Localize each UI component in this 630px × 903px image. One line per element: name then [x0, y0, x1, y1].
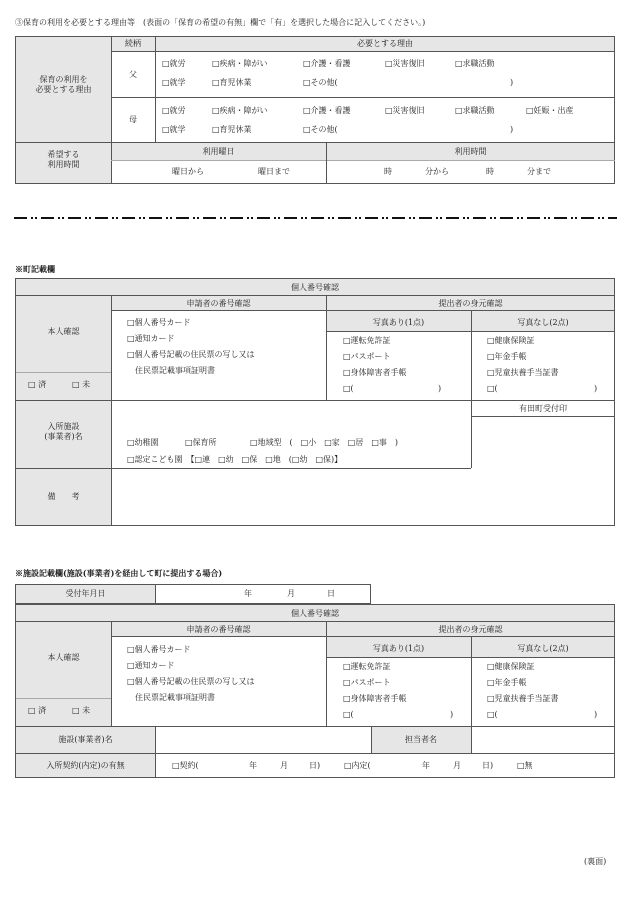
town-regional[interactable]: □地域型 ( □小 □家 □居 □事 )	[250, 438, 399, 447]
informal-year: 年	[422, 761, 430, 770]
contract-label: 入所契約(内定)の有無	[46, 761, 125, 770]
town-kindergarten[interactable]: □幼稚園	[127, 438, 159, 447]
town-submitter-header: 提出者の身元確認	[438, 299, 503, 308]
facility-name-label: 施設(事業者)名	[58, 735, 113, 744]
contract-day: 日)	[309, 761, 321, 770]
received-year: 年	[244, 589, 252, 598]
informal-month: 月	[453, 761, 461, 770]
facility-applicant-item[interactable]: □個人番号記載の住民票の写し又は	[127, 677, 255, 686]
town-photo-yes-close: )	[438, 384, 442, 393]
father-jobseeking[interactable]: □求職活動	[455, 59, 495, 68]
town-remarks-label: 備 考	[47, 492, 80, 501]
town-facility-label: 入所施設 (事業者)名	[44, 422, 83, 441]
town-photo-yes: 写真あり(1点)	[372, 318, 425, 327]
father-disaster[interactable]: □災害復旧	[385, 59, 425, 68]
town-mynumber-header: 個人番号確認	[291, 283, 339, 292]
facility-photo-no-item[interactable]: □年金手帳	[487, 678, 527, 687]
town-identity-label: 本人確認	[47, 327, 80, 336]
received-month: 月	[287, 589, 295, 598]
town-photo-no-item[interactable]: □児童扶養手当証書	[487, 368, 559, 377]
hours-label: 希望する 利用時間	[47, 150, 80, 169]
father-employment[interactable]: □就労	[162, 59, 186, 68]
contract-year: 年	[249, 761, 257, 770]
mother-study[interactable]: □就学	[162, 125, 186, 134]
town-photo-no-item[interactable]: □健康保険証	[487, 336, 535, 345]
town-photo-yes-item[interactable]: □運転免許証	[343, 336, 391, 345]
days-to: 曜日まで	[258, 167, 290, 176]
town-check-not[interactable]: □ 未	[72, 380, 91, 389]
mother-disaster[interactable]: □災害復旧	[385, 106, 425, 115]
informal-option[interactable]: □内定(	[344, 761, 371, 770]
facility-photo-yes-item[interactable]: □運転免許証	[343, 662, 391, 671]
time-min-to: 分まで	[527, 167, 551, 176]
town-applicant-item[interactable]: □個人番号カード	[127, 318, 191, 327]
facility-submitter-header: 提出者の身元確認	[438, 625, 503, 634]
mother-label: 母	[129, 115, 137, 124]
time-hour-from: 時	[384, 167, 392, 176]
relation-header: 続柄	[125, 39, 141, 48]
father-label: 父	[129, 70, 137, 79]
town-applicant-item[interactable]: □個人番号記載の住民票の写し又は	[127, 350, 255, 359]
facility-heading: ※施設記載欄(施設(事業者)を経由して町に提出する場合)	[15, 568, 223, 578]
father-care[interactable]: □介護・看護	[303, 59, 351, 68]
reason-header: 必要とする理由	[357, 39, 413, 48]
contract-option[interactable]: □契約(	[172, 761, 199, 770]
facility-applicant-item[interactable]: □通知カード	[127, 661, 175, 670]
mother-other-close: )	[510, 125, 514, 134]
town-photo-yes-item[interactable]: □パスポート	[343, 352, 391, 361]
town-certified[interactable]: □認定こども園 【□連 □幼 □保 □地 (□幼 □保)】	[127, 455, 343, 464]
cut-line	[14, 217, 617, 219]
town-nursery[interactable]: □保育所	[185, 438, 217, 447]
facility-photo-no-item[interactable]: □健康保険証	[487, 662, 535, 671]
time-min-from: 分から	[425, 167, 449, 176]
town-photo-no-item[interactable]: □(	[487, 384, 498, 393]
mother-pregnancy[interactable]: □妊娠・出産	[526, 106, 574, 115]
father-illness[interactable]: □疾病・障がい	[212, 59, 268, 68]
facility-mynumber-header: 個人番号確認	[291, 609, 339, 618]
father-other-close: )	[510, 78, 514, 87]
facility-applicant-item: 住民票記載事項証明書	[127, 693, 215, 702]
facility-photo-yes-close: )	[450, 710, 454, 719]
father-other[interactable]: □その他(	[303, 78, 338, 87]
reason-row-label: 保育の利用を 必要とする理由	[35, 75, 92, 94]
town-applicant-item[interactable]: □通知カード	[127, 334, 175, 343]
town-photo-no-close: )	[594, 384, 598, 393]
town-photo-no-item[interactable]: □年金手帳	[487, 352, 527, 361]
mother-employment[interactable]: □就労	[162, 106, 186, 115]
facility-photo-no-item[interactable]: □(	[487, 710, 498, 719]
time-header: 利用時間	[454, 147, 487, 156]
town-heading: ※町記載欄	[15, 264, 55, 274]
facility-identity-label: 本人確認	[47, 653, 80, 662]
mother-illness[interactable]: □疾病・障がい	[212, 106, 268, 115]
facility-photo-no: 写真なし(2点)	[517, 644, 569, 653]
page-side-label: (裏面)	[584, 857, 607, 866]
person-in-charge-label: 担当者名	[405, 735, 437, 744]
town-applicant-item: 住民票記載事項証明書	[127, 366, 215, 375]
town-photo-yes-item[interactable]: □(	[343, 384, 354, 393]
facility-photo-yes: 写真あり(1点)	[372, 644, 425, 653]
town-check-done[interactable]: □ 済	[28, 380, 47, 389]
section3-heading: ③保育の利用を必要とする理由等 (表面の「保育の希望の有無」欄で「有」を選択した場合に記入してください。)	[15, 18, 426, 27]
days-header: 利用曜日	[202, 147, 235, 156]
facility-applicant-header: 申請者の番号確認	[186, 625, 251, 634]
mother-childcare-leave[interactable]: □育児休業	[212, 125, 252, 134]
mother-other[interactable]: □その他(	[303, 125, 338, 134]
time-hour-to: 時	[486, 167, 494, 176]
received-day: 日	[327, 589, 335, 598]
days-from: 曜日から	[172, 167, 204, 176]
facility-photo-yes-item[interactable]: □パスポート	[343, 678, 391, 687]
facility-photo-no-close: )	[594, 710, 598, 719]
mother-care[interactable]: □介護・看護	[303, 106, 351, 115]
facility-photo-no-item[interactable]: □児童扶養手当証書	[487, 694, 559, 703]
town-photo-no: 写真なし(2点)	[517, 318, 569, 327]
facility-photo-yes-item[interactable]: □身体障害者手帳	[343, 694, 407, 703]
town-photo-yes-item[interactable]: □身体障害者手帳	[343, 368, 407, 377]
town-applicant-header: 申請者の番号確認	[186, 299, 251, 308]
none-option[interactable]: □無	[517, 761, 533, 770]
contract-month: 月	[280, 761, 288, 770]
facility-applicant-item[interactable]: □個人番号カード	[127, 645, 191, 654]
informal-day: 日)	[482, 761, 494, 770]
town-stamp-label: 有田町受付印	[519, 404, 567, 413]
father-childcare-leave[interactable]: □育児休業	[212, 78, 252, 87]
received-label: 受付年月日	[65, 589, 106, 598]
father-study[interactable]: □就学	[162, 78, 186, 87]
facility-check-done[interactable]: □ 済	[28, 706, 47, 715]
facility-check-not[interactable]: □ 未	[72, 706, 91, 715]
facility-photo-yes-item[interactable]: □(	[343, 710, 354, 719]
mother-jobseeking[interactable]: □求職活動	[455, 106, 495, 115]
